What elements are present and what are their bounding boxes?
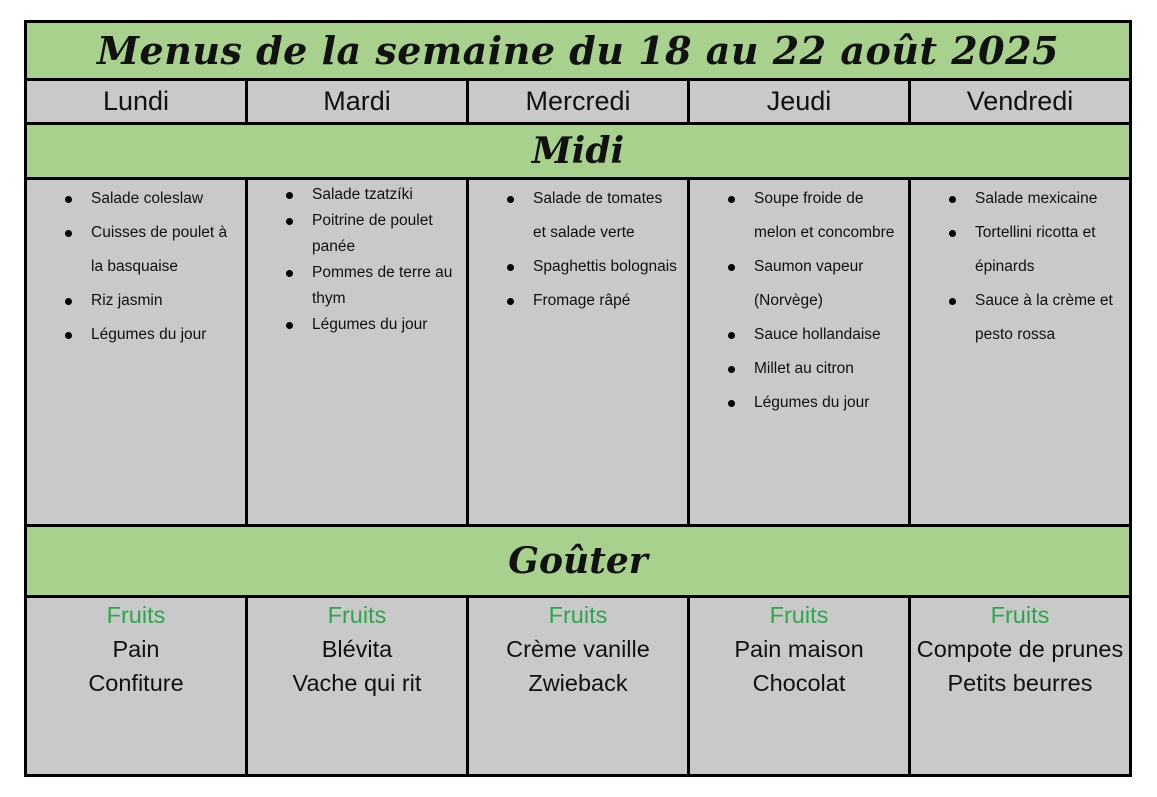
midi-item: Légumes du jour [706,386,900,420]
gouter-cell-vendredi [910,596,1131,775]
midi-item: Légumes du jour [264,312,458,338]
midi-item: Cuisses de poulet à la basquaise [43,216,237,284]
midi-item: Spaghettis bolognais [485,250,679,284]
gouter-fruit: Fruits [769,601,829,628]
midi-list-lundi [27,180,245,352]
midi-item: Poitrine de poulet panée [264,208,458,260]
gouter-fruit: Fruits [327,601,387,628]
day-header-mercredi: Mercredi [468,80,689,124]
midi-list-mardi [248,180,466,338]
section-header-midi: Midi [26,124,1131,178]
midi-item: Tortellini ricotta et épinards [927,216,1121,284]
midi-item: Pommes de terre au thym [264,260,458,312]
gouter-item: Blévita [321,635,393,662]
gouter-item: Zwieback [528,669,628,696]
midi-cell-vendredi [910,178,1131,525]
gouter-item: Compote de prunes [916,635,1124,662]
midi-list-jeudi [690,180,908,420]
midi-item: Légumes du jour [43,318,237,352]
gouter-cell-jeudi [689,596,910,775]
midi-item: Salade coleslaw [43,182,237,216]
midi-item: Sauce à la crème et pesto rossa [927,284,1121,352]
gouter-cell-mardi [247,596,468,775]
day-header-vendredi: Vendredi [910,80,1131,124]
gouter-row [26,596,1131,775]
section-header-gouter: Goûter [26,526,1131,597]
midi-cell-lundi [26,178,247,525]
weekly-menu-table [24,20,1132,777]
days-row [26,80,1131,124]
midi-list-vendredi [911,180,1129,352]
midi-item: Millet au citron [706,352,900,386]
midi-row [26,178,1131,525]
midi-item: Soupe froide de melon et concombre [706,182,900,250]
midi-item: Saumon vapeur (Norvège) [706,250,900,318]
midi-item: Salade de tomates et salade verte [485,182,679,250]
midi-item: Salade tzatzíki [264,182,458,208]
midi-cell-jeudi [689,178,910,525]
day-header-jeudi: Jeudi [689,80,910,124]
midi-item: Sauce hollandaise [706,318,900,352]
gouter-item: Crème vanille [506,635,650,662]
gouter-fruit: Fruits [106,601,166,628]
midi-item: Fromage râpé [485,284,679,318]
gouter-fruit: Fruits [548,601,608,628]
gouter-item: Confiture [88,669,184,696]
gouter-item: Pain [112,635,160,662]
gouter-cell-mercredi [468,596,689,775]
midi-cell-mercredi [468,178,689,525]
midi-item: Salade mexicaine [927,182,1121,216]
gouter-item: Vache qui rit [292,669,422,696]
gouter-item: Petits beurres [947,669,1093,696]
day-header-lundi: Lundi [26,80,247,124]
day-header-mardi: Mardi [247,80,468,124]
midi-cell-mardi [247,178,468,525]
gouter-item: Chocolat [752,669,846,696]
gouter-item: Pain maison [734,635,864,662]
gouter-cell-lundi [26,596,247,775]
midi-list-mercredi [469,180,687,318]
midi-item: Riz jasmin [43,284,237,318]
gouter-fruit: Fruits [990,601,1050,628]
menu-title: Menus de la semaine du 18 au 22 août 2025 [26,22,1131,80]
